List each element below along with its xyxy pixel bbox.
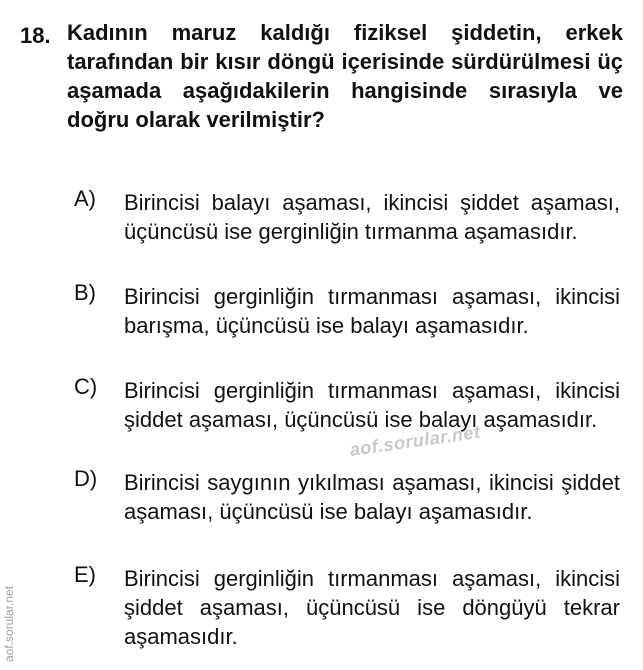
watermark-side: aof.sorular.net: [2, 585, 16, 662]
option-text: Birincisi gerginliğin tırmanması aşaması, ikincisi şiddet aşaması, üçüncüsü ise döngüyü tekrar aşamasıdır.: [124, 566, 620, 649]
option-text: Birincisi saygının yıkılması aşaması, ikincisi şiddet aşaması, üçüncüsü ise balayı aşamasıdır.: [124, 470, 620, 524]
watermark-center: aof.sorular.net: [348, 421, 482, 460]
option-text: Birincisi gerginliğin tırmanması aşaması, ikincisi şiddet aşaması, üçüncüsü ise balayı aşamasıdır.: [124, 378, 620, 432]
option-letter: D): [74, 466, 98, 491]
question-text: Kadının maruz kaldığı fiziksel şiddetin, erkek tarafından bir kısır döngü içerisinde sürdürülmesi üç aşamada aşağıdakilerin hangisinde sırasıyla ve doğru olarak verilmiştir?: [67, 20, 623, 132]
option-text: Birincisi balayı aşaması, ikincisi şiddet aşaması, üçüncüsü ise gerginliğin tırmanma aşamasıdır.: [124, 190, 620, 244]
question-number: 18.: [20, 23, 51, 48]
option-letter: C): [74, 374, 98, 399]
option-letter: E): [74, 562, 96, 587]
option-letter: A): [74, 186, 96, 211]
option-letter: B): [74, 280, 96, 305]
option-text: Birincisi gerginliğin tırmanması aşaması, ikincisi barışma, üçüncüsü ise balayı aşamasıdır.: [124, 284, 620, 338]
